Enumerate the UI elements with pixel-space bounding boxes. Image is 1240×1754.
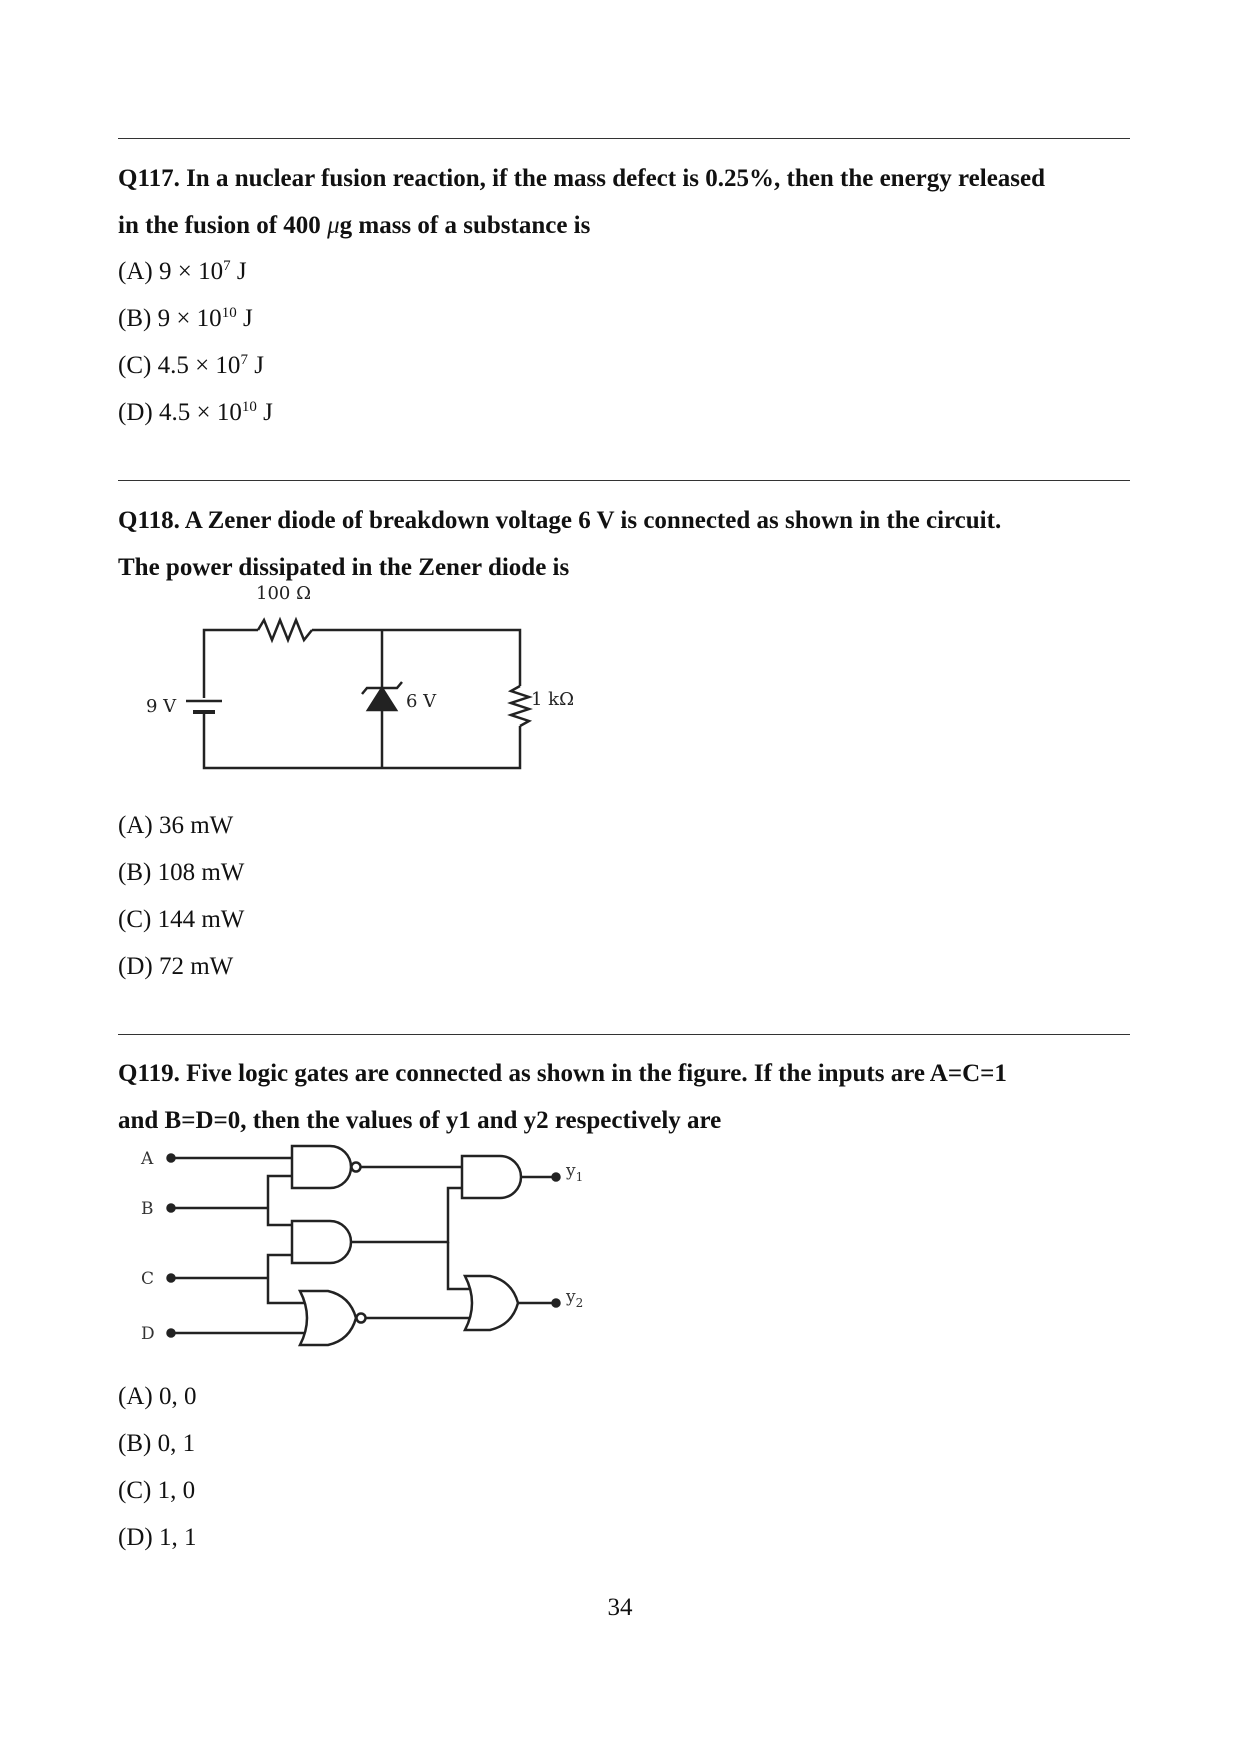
option-label: (C): [118, 1477, 152, 1504]
question-text: g mass of a substance is: [339, 212, 591, 239]
nor-gate-3-bubble: [357, 1314, 366, 1323]
option-exponent: 10: [221, 305, 237, 321]
zener-label: 6 V: [406, 691, 437, 712]
wire-and-out: [351, 1188, 462, 1242]
nand-gate-1-bubble: [352, 1163, 361, 1172]
input-c-label: C: [141, 1269, 155, 1289]
question-text: in the fusion of 400: [118, 212, 328, 239]
question-text: In a nuclear fusion reaction, if the mass defect is 0.25%, then the energy released: [186, 165, 1046, 192]
option-text: 72 mW: [158, 953, 234, 980]
option-label: (B): [118, 1430, 152, 1457]
option-coef: 9 × 10: [158, 258, 224, 285]
option-label: (B): [118, 859, 152, 886]
question-text: A Zener diode of breakdown voltage 6 V is connected as shown in the circuit.: [184, 507, 1002, 534]
option-unit: J: [254, 352, 264, 379]
or-gate-5: [465, 1276, 518, 1330]
option-exponent: 7: [223, 258, 231, 274]
output-y2-terminal: [553, 1300, 560, 1307]
option-label: (A): [118, 1383, 153, 1410]
question-number: Q117.: [118, 165, 180, 192]
and-gate-4: [462, 1156, 521, 1198]
load-label: 1 kΩ: [531, 689, 575, 710]
option-text: 108 mW: [157, 859, 245, 886]
option-text: 1, 1: [158, 1524, 197, 1551]
option-label: (D): [118, 953, 153, 980]
options-q119: [118, 1373, 196, 1561]
input-b-label: B: [141, 1199, 154, 1219]
resistor-label: 100 Ω: [256, 583, 312, 604]
option-unit: J: [242, 305, 253, 332]
option-text: 144 mW: [157, 906, 245, 933]
battery-label: 9 V: [146, 696, 177, 717]
page-number: 34: [607, 1594, 633, 1621]
question-text: The power dissipated in the Zener diode is: [118, 554, 570, 581]
output-y1-label: [565, 1161, 583, 1184]
option-c: [118, 1467, 196, 1514]
option-b: [118, 1420, 196, 1467]
option-label: (A): [118, 812, 153, 839]
option-coef: 4.5 × 10: [157, 352, 241, 379]
output-y1-sub: 1: [575, 1170, 584, 1184]
wire-b-split: [268, 1176, 292, 1225]
and-gate-2: [292, 1221, 351, 1263]
option-exponent: 10: [241, 399, 257, 415]
option-label: (C): [118, 906, 152, 933]
nor-gate-3: [300, 1291, 356, 1345]
output-y2-sub: 2: [575, 1296, 584, 1310]
option-unit: J: [263, 399, 273, 426]
option-d: [118, 1514, 196, 1561]
output-y2-base: y: [566, 1287, 576, 1307]
option-a: [118, 1373, 196, 1420]
input-d-label: D: [141, 1324, 155, 1344]
option-coef: 4.5 × 10: [158, 399, 242, 426]
option-label: (D): [118, 1524, 153, 1551]
option-text: 1, 0: [157, 1477, 196, 1504]
output-y1-terminal: [553, 1174, 560, 1181]
option-text: 36 mW: [158, 812, 234, 839]
option-coef: 9 × 10: [157, 305, 222, 332]
option-label: (A): [118, 258, 153, 285]
option-label: (B): [118, 305, 152, 332]
option-exponent: 7: [240, 352, 248, 368]
nand-gate-1: [292, 1146, 351, 1188]
option-label: (C): [118, 352, 152, 379]
option-text: 0, 1: [157, 1430, 196, 1457]
option-text: 0, 0: [158, 1383, 197, 1410]
output-y1-base: y: [566, 1161, 576, 1181]
option-label: (D): [118, 399, 153, 426]
mu-symbol: μ: [327, 212, 340, 239]
question-text: and B=D=0, then the values of y1 and y2 respectively are: [118, 1107, 722, 1134]
question-text: Five logic gates are connected as shown in the figure. If the inputs are A=C=1: [186, 1060, 1007, 1087]
question-number: Q119.: [118, 1060, 180, 1087]
question-number: Q118.: [118, 507, 180, 534]
input-a-label: A: [141, 1149, 154, 1169]
output-y2-label: [565, 1287, 583, 1310]
option-unit: J: [236, 258, 247, 285]
